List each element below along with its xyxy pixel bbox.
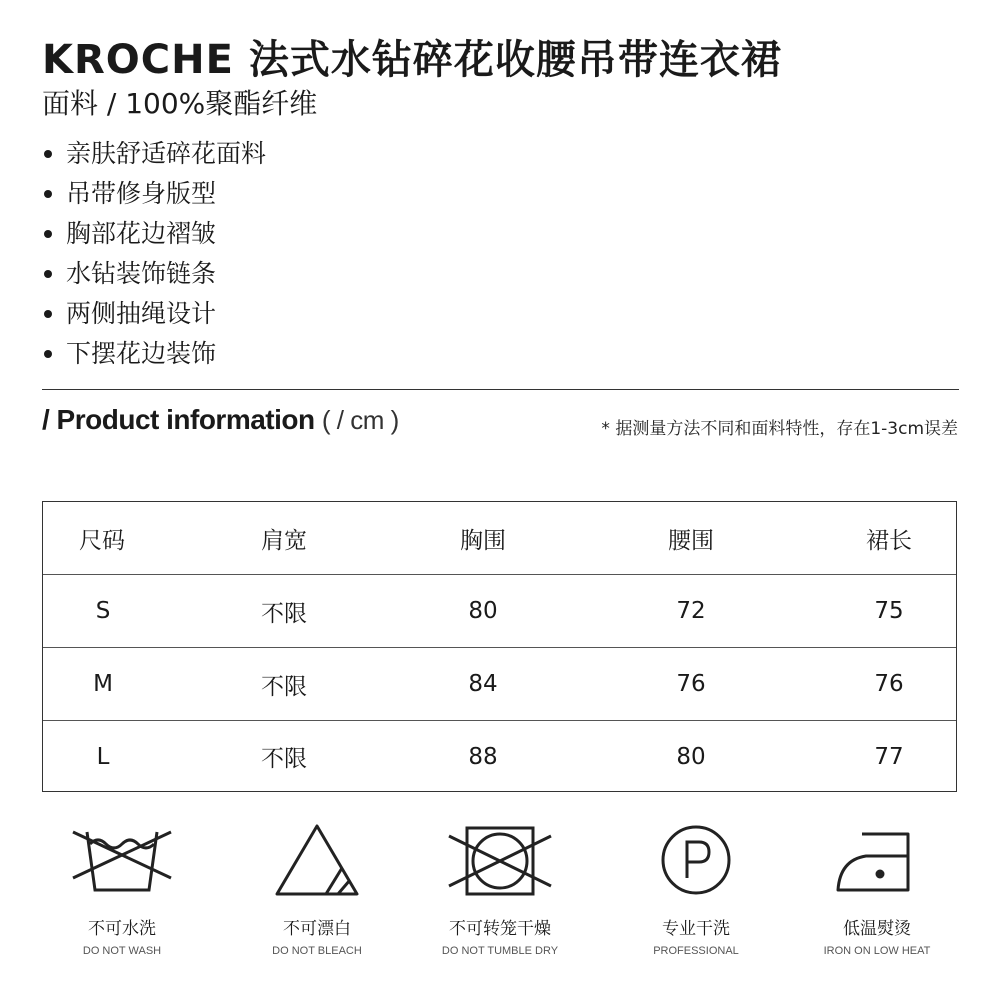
bullet-icon xyxy=(44,350,52,358)
cell-shoulder: 不限 xyxy=(261,746,307,772)
header-waist: 腰围 xyxy=(668,527,714,554)
bullet-icon xyxy=(44,310,52,318)
care-label-cn: 低温熨烫 xyxy=(843,919,911,939)
professional-dry-clean-icon xyxy=(641,820,751,900)
care-instructions xyxy=(42,820,959,970)
material-line: 面料 / 100%聚酯纤维 xyxy=(42,87,318,120)
cell-size: L xyxy=(96,743,110,770)
measurement-note: * 据测量方法不同和面料特性，存在1-3cm误差 xyxy=(601,419,958,439)
header-shoulder: 肩宽 xyxy=(261,527,307,554)
care-item-professional xyxy=(621,820,771,957)
bullet-icon xyxy=(44,190,52,198)
cell-bust: 88 xyxy=(468,743,498,770)
feature-list xyxy=(42,134,266,374)
bullet-icon xyxy=(44,270,52,278)
cell-size: M xyxy=(93,671,113,697)
care-label-en: DO NOT WASH xyxy=(82,945,162,957)
section-divider xyxy=(42,389,959,390)
feature-text: 亲肤舒适碎花面料 xyxy=(66,139,267,168)
care-label-cn: 专业干洗 xyxy=(662,919,730,939)
table-row xyxy=(43,574,956,647)
no-tumble-dry-icon xyxy=(445,820,555,900)
no-bleach-icon xyxy=(262,820,372,900)
size-table xyxy=(42,501,957,792)
care-label-en: PROFESSIONAL xyxy=(653,945,739,957)
care-label-cn: 不可漂白 xyxy=(283,919,351,939)
bullet-icon xyxy=(44,230,52,238)
feature-item xyxy=(42,254,266,294)
no-wash-icon xyxy=(67,820,177,900)
feature-item xyxy=(42,134,266,174)
table-row xyxy=(43,647,956,720)
cell-length: 76 xyxy=(874,671,904,697)
cell-waist: 76 xyxy=(676,671,706,697)
cell-bust: 84 xyxy=(468,671,498,697)
bullet-icon xyxy=(44,150,52,158)
cell-waist: 72 xyxy=(676,598,706,624)
feature-item xyxy=(42,294,266,334)
feature-item xyxy=(42,334,266,374)
care-label-en: DO NOT BLEACH xyxy=(272,945,362,957)
header-bust: 胸围 xyxy=(460,527,506,554)
cell-waist: 80 xyxy=(676,743,706,770)
cell-shoulder: 不限 xyxy=(261,600,307,627)
feature-text: 水钻装饰链条 xyxy=(66,259,217,288)
feature-item xyxy=(42,174,266,214)
feature-text: 吊带修身版型 xyxy=(66,179,217,208)
cell-bust: 80 xyxy=(468,598,498,624)
product-info-heading xyxy=(42,404,399,436)
care-label-cn: 不可转笼干燥 xyxy=(449,919,551,939)
cell-size: S xyxy=(95,598,111,624)
product-info-title: / Product information xyxy=(42,404,315,435)
feature-item xyxy=(42,214,266,254)
table-row xyxy=(43,720,956,792)
header-length: 裙长 xyxy=(866,527,912,554)
header-size: 尺码 xyxy=(79,527,125,554)
cell-length: 75 xyxy=(874,598,904,624)
feature-text: 下摆花边装饰 xyxy=(66,339,217,368)
cell-length: 77 xyxy=(874,743,904,770)
unit-label: ( / cm ) xyxy=(321,405,399,435)
care-label-cn: 不可水洗 xyxy=(88,919,156,939)
care-item-no-wash xyxy=(47,820,197,957)
feature-text: 两侧抽绳设计 xyxy=(66,299,217,328)
care-item-no-bleach xyxy=(242,820,392,957)
cell-shoulder: 不限 xyxy=(261,673,307,700)
product-title: KROCHE 法式水钻碎花收腰吊带连衣裙 xyxy=(42,37,782,83)
care-item-iron-low-heat xyxy=(802,820,952,957)
care-label-en: IRON ON LOW HEAT xyxy=(823,945,931,957)
feature-text: 胸部花边褶皱 xyxy=(66,219,217,248)
care-label-en: DO NOT TUMBLE DRY xyxy=(441,945,559,957)
iron-low-heat-icon xyxy=(822,820,932,900)
care-item-no-tumble-dry xyxy=(425,820,575,957)
table-header-row xyxy=(43,502,956,574)
